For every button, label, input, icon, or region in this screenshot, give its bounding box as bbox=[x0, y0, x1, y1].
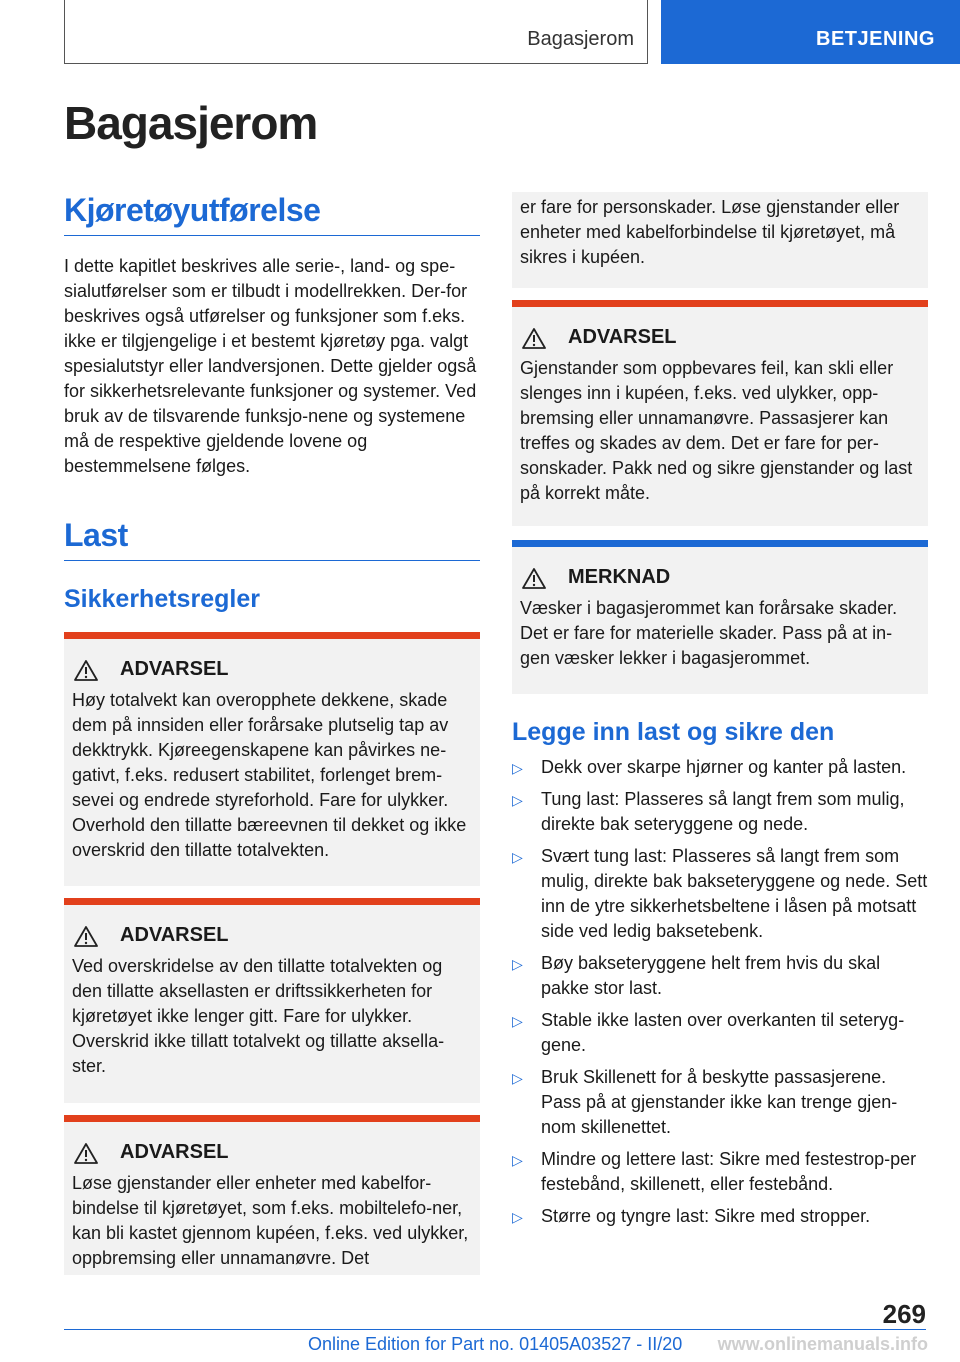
list-item: ▷ Dekk over skarpe hjørner og kanter på lasten. bbox=[512, 755, 928, 780]
warning-text: Ved overskridelse av den tillatte totalvekten og den tillatte aksellasten er driftssikkerheten for kjøretøyet ikke lenger gitt. Fare for ulykker. Overskrid ikke tillatt totalvekt og tillatte aksella-ster. bbox=[72, 956, 445, 1076]
header-section-title: Bagasjerom bbox=[527, 28, 634, 50]
warning-continued-text: er fare for personskader. Løse gjenstander eller enheter med kabelforbindelse til kjøretøyet, må sikres i kupéen. bbox=[520, 197, 900, 267]
warning-triangle-icon bbox=[74, 659, 98, 681]
footer-edition: Online Edition for Part no. 01405A03527 - II/20 bbox=[308, 1334, 683, 1354]
heading-safety-rules: Sikkerhetsregler bbox=[64, 585, 260, 613]
triangle-right-icon: ▷ bbox=[512, 1070, 523, 1086]
left-column bbox=[64, 192, 480, 1275]
triangle-right-icon: ▷ bbox=[512, 760, 523, 776]
watermark: www.onlinemanuals.info bbox=[717, 1334, 928, 1354]
warning-box-3-continued bbox=[512, 192, 928, 288]
heading-vehicle-equipment: Kjøretøyutførelse bbox=[64, 192, 480, 236]
list-item: ▷ Tung last: Plasseres så langt frem som mulig, direkte bak seteryggene og nede. bbox=[512, 789, 905, 834]
vehicle-equipment-text: I dette kapitlet beskrives alle serie-, land- og spe-sialutførelser som er tilbudt i modellrekken. Der-for beskrives også utførelser og funksjoner som f.eks. ikke er tilgjengelige i et bestemt kjøretøy pga. valgt spesialutstyr eller landversjonen. Dette gjelder også for sikkerhetsrelevante funksjoner og systemer. Ved bruk av de tilsvarende funksjo-nene og systemene må de respektive gjeldende lovene og bestemmelsene følges. bbox=[64, 256, 477, 476]
loading-list bbox=[512, 755, 928, 1229]
page-title: Bagasjerom bbox=[64, 97, 318, 149]
list-item: ▷ Større og tyngre last: Sikre med stropper. bbox=[512, 1204, 928, 1229]
notice-box bbox=[512, 540, 928, 694]
header-chapter-tab[interactable]: BETJENING bbox=[661, 0, 960, 64]
footer-divider bbox=[64, 1329, 926, 1330]
warning-triangle-icon bbox=[522, 567, 546, 589]
list-item: ▷ Mindre og lettere last: Sikre med festestrop-per festebånd, skillenett, eller festebånd. bbox=[512, 1149, 917, 1194]
warning-label: ADVARSEL bbox=[120, 924, 229, 946]
triangle-right-icon: ▷ bbox=[512, 1152, 523, 1168]
warning-triangle-icon bbox=[74, 925, 98, 947]
warning-label: ADVARSEL bbox=[120, 658, 229, 680]
warning-header bbox=[74, 1140, 472, 1165]
warning-triangle-icon bbox=[522, 327, 546, 349]
warning-box-1 bbox=[64, 632, 480, 886]
page-number: 269 bbox=[882, 1299, 926, 1329]
warning-box-3 bbox=[64, 1115, 480, 1275]
notice-label: MERKNAD bbox=[568, 566, 671, 588]
warning-label: ADVARSEL bbox=[568, 326, 677, 348]
warning-label: ADVARSEL bbox=[120, 1141, 229, 1163]
list-item: ▷ Svært tung last: Plasseres så langt frem som mulig, direkte bak bakseteryggene og nede. Sett inn de ytre sikkerhetsbeltene i låsen på motsatt side ved ledig baksetebenk. bbox=[512, 846, 928, 941]
heading-load: Last bbox=[64, 517, 480, 561]
notice-text: Væsker i bagasjerommet kan forårsake skader. Det er fare for materielle skader. Pass på at in-gen væsker lekker i bagasjerommet. bbox=[520, 598, 898, 668]
triangle-right-icon: ▷ bbox=[512, 792, 523, 808]
right-column bbox=[512, 192, 928, 1236]
warning-text: Gjenstander som oppbevares feil, kan skli eller slenges inn i kupéen, f.eks. ved ulykker, opp-bremsing eller unnamanøvre. Passasjerer kan treffes og skades av dem. Det er fare for per-sonskader. Pakk ned og sikre gjenstander og last på korrekt måte. bbox=[520, 358, 913, 503]
warning-box-2 bbox=[64, 898, 480, 1103]
warning-header bbox=[74, 657, 472, 682]
triangle-right-icon: ▷ bbox=[512, 1209, 523, 1225]
triangle-right-icon: ▷ bbox=[512, 956, 523, 972]
list-item: ▷ Bruk Skillenett for å beskytte passasjerene. Pass på at gjenstander ikke kan trenge gjen-nom skillenettet. bbox=[512, 1067, 898, 1137]
heading-loading-securing: Legge inn last og sikre den bbox=[512, 718, 835, 746]
warning-header bbox=[74, 923, 472, 948]
list-item: ▷ Bøy bakseteryggene helt frem hvis du skal pakke stor last. bbox=[512, 953, 881, 998]
warning-box-4 bbox=[512, 300, 928, 526]
notice-header bbox=[522, 565, 920, 590]
warning-header bbox=[522, 325, 920, 350]
triangle-right-icon: ▷ bbox=[512, 1013, 523, 1029]
warning-text: Høy totalvekt kan overopphete dekkene, skade dem på innsiden eller forårsake plutselig tap av dekktrykk. Kjøreegenskapene kan påvirkes ne-gativt, f.eks. redusert stabilitet, forlenget brem-sevei og endrede styreforhold. Fare for ulykker. Overhold den tillatte bæreevnen til dekket og ikke overskrid den tillatte totalvekten. bbox=[72, 690, 467, 860]
warning-text: Løse gjenstander eller enheter med kabelfor-bindelse til kjøretøyet, som f.eks. mobiltelefo-ner, kan bli kastet gjennom kupéen, f.eks. ved ulykker, oppbremsing eller unnamanøvre. Det bbox=[72, 1173, 469, 1268]
warning-triangle-icon bbox=[74, 1142, 98, 1164]
triangle-right-icon: ▷ bbox=[512, 849, 523, 865]
list-item: ▷ Stable ikke lasten over overkanten til seteryg-gene. bbox=[512, 1010, 905, 1055]
